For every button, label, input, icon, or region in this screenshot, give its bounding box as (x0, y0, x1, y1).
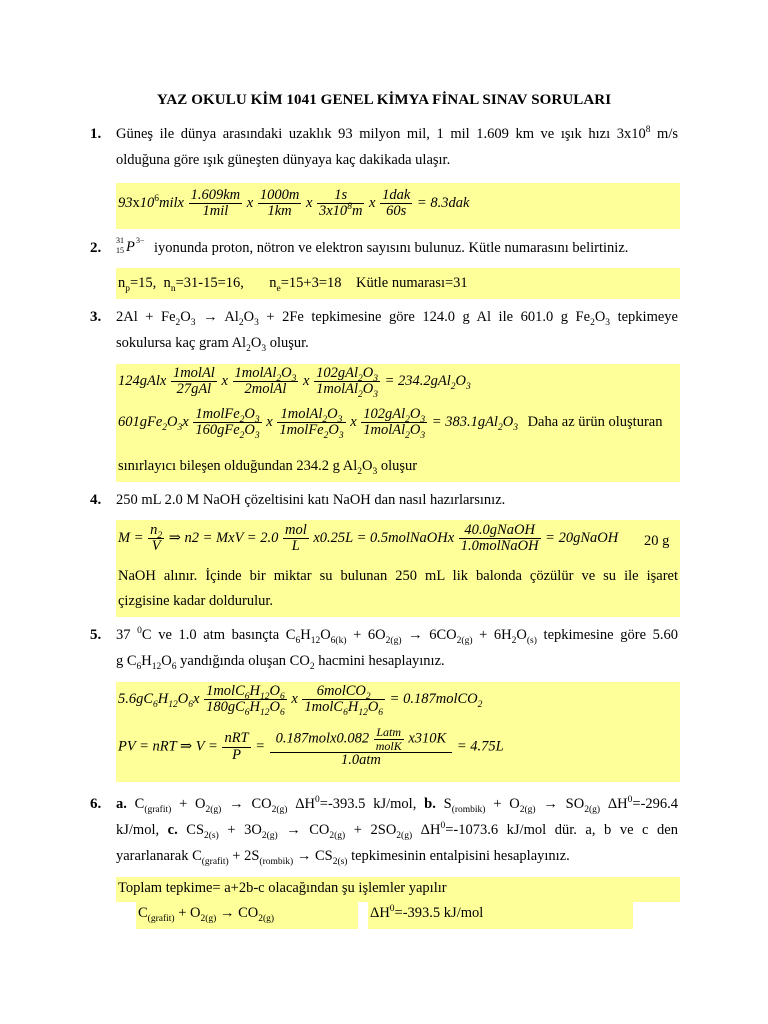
answer-5-equation-2: PV = nRT ⇒ V = $\frac{\text{nRT}}{P}$ = 0.187molx0.082 $\frac{\text{Latm}}{\text{molK}}$ x310K 1.0atm = 4.75L (118, 725, 504, 769)
question-3-line-2: sokulursa kaç gram $Al_2O_3$ oluşur. (116, 335, 309, 354)
answer-4-line-2: NaOH alınır. İçinde bir miktar su bulunan 250 mL lik balonda çözülür ve su ile işaret (118, 568, 678, 584)
answer-2-text: $n_p=15$, $n_n=31-15=16$, $n_e=15+3=18$ Kütle numarası=31 (118, 275, 468, 294)
question-1-line-1: Güneş ile dünya arasındaki uzaklık 93 milyon mil, 1 mil 1.609 km ve ışık hızı $3x10^8$ m/s (116, 125, 678, 142)
question-6-line-3: yararlanarak $C_{(grafit)} + 2S_{(rombik)} \to CS_{2(s)}$ tepkimesinin entalpisini hesaplayınız. (116, 848, 570, 867)
answer-3-box (116, 364, 680, 482)
question-5-line-1: 37 $^0$C ve 1.0 atm basınçta $C_6H_{12}O_{6(k)} + 6O_{2(g)} \to 6CO_{2(g)} + 6H_2O_{(s)}$ tepkimesine göre 5.60 (116, 626, 679, 646)
question-number-5: 5. (90, 627, 102, 643)
answer-6-intro-box (116, 877, 680, 902)
answer-1-equation: $93x10^6milx$ $\frac{1.609km}{\text{1mil}}$ x $\frac{1000m}{1km}$ x $\frac{1s}{3x10^8m}$ x $\frac{\text{1dak}}{60s}$ = 8.3dak (118, 187, 470, 220)
answer-3-conclusion: sınırlayıcı bileşen olduğundan 234.2 g $Al_2O_3$ oluşur (118, 458, 418, 477)
question-number-2: 2. (90, 240, 102, 256)
question-5-line-2: g $C_6H_{12}O_6$ yandığında oluşan $CO_2$ hacmini hesaplayınız. (116, 653, 445, 672)
answer-1-box (116, 183, 680, 229)
question-1-line-2: olduğuna göre ışık güneşten dünyaya kaç dakikada ulaşır. (116, 152, 451, 168)
question-2-text: iyonunda proton, nötron ve elektron sayısını bulunuz. Kütle numarasını belirtiniz. (154, 240, 629, 256)
answer-3-equation-1: 124gAlx $\frac{\text{1molAl}}{\text{27gAl}}$ x $\frac{1molAl_2O_3}{\text{2molAl}}$ x $\frac{102gAl_2O_3}{1molAl_2O_3}$ = $234.2gAl_2O_3$ (118, 365, 471, 401)
answer-2-box (116, 268, 680, 299)
question-6-line-1: a. $C_{(grafit)} + O_{2(g)} \to CO_{2(g)}$ $\Delta H^0=-393.5$ kJ/mol, b. $S_{(rombik)} + O_{2(g)} \to SO_{2(g)}$ $\Delta H^0=-296.4$ (116, 795, 679, 815)
question-number-3: 3. (90, 309, 102, 325)
answer-3-equation-2: $601gFe_2O_3x$ $\frac{1molFe_2O_3}{160gFe_2O_3}$ x $\frac{1molAl_2O_3}{1molFe_2O_3}$ x $\frac{102gAl_2O_3}{1molAl_2O_3}$ = $383.1gAl_2O_3$ Daha az ürün oluşturan (118, 406, 663, 442)
phosphide-ion-symbol: 31 15 P 3− (116, 236, 145, 255)
question-number-4: 4. (90, 492, 102, 508)
question-4-text: 250 mL 2.0 M NaOH çözeltisini katı NaOH dan nasıl hazırlarsınız. (116, 492, 506, 508)
question-3-line-1: $2Al + Fe_2O_3 \to Al_2O_3 + 2Fe$ tepkimesine göre 124.0 g Al ile 601.0 g $Fe_2O_3$ tepkimeye (116, 309, 678, 328)
question-number-6: 6. (90, 796, 102, 812)
page-title: YAZ OKULU KİM 1041 GENEL KİMYA FİNAL SINAV SORULARI (156, 92, 612, 108)
answer-4-line-3: çizgisine kadar doldurulur. (118, 593, 274, 609)
answer-6-enthalpy-a: $\Delta H^0=-393.5$ kJ/mol (370, 904, 484, 921)
answer-4-tail: 20 g (644, 533, 670, 549)
question-number-1: 1. (90, 126, 102, 142)
answer-5-equation-1: $5.6gC_6H_{12}O_6x$ $\frac{1molC_6H_{12}O_6}{180gC_6H_{12}O_6}$ x $\frac{6molCO_2}{1molC_6H_{12}O_6}$ = 0.187molCO$_2$ (118, 683, 483, 719)
answer-4-equation: M = $\frac{n_2}{V}$ ⇒ n2 = MxV = 2.0 $\frac{\text{mol}}{L}$ x0.25L = 0.5molNaOHx $\frac{\text{40.0gNaOH}}{\text{1.0molNaOH}}$ = 20gNaOH (118, 522, 619, 555)
answer-6-intro: Toplam tepkime= a+2b-c olacağından şu işlemler yapılır (118, 880, 447, 896)
answer-6-reaction-a: $C_{(grafit)} + O_{2(g)} \to CO_{2(g)}$ (138, 905, 275, 924)
answer-5-box (116, 682, 680, 782)
answer-6-enthalpy-cell (368, 902, 633, 929)
answer-6-reaction-cell (136, 902, 358, 929)
question-6-line-2: kJ/mol, c. $CS_{2(s)} + 3O_{2(g)} \to CO_{2(g)} + 2SO_{2(g)}$ $\Delta H^0=-1073.6$ kJ/mol dür. a, b ve c den (116, 821, 678, 841)
answer-4-box (116, 520, 680, 617)
